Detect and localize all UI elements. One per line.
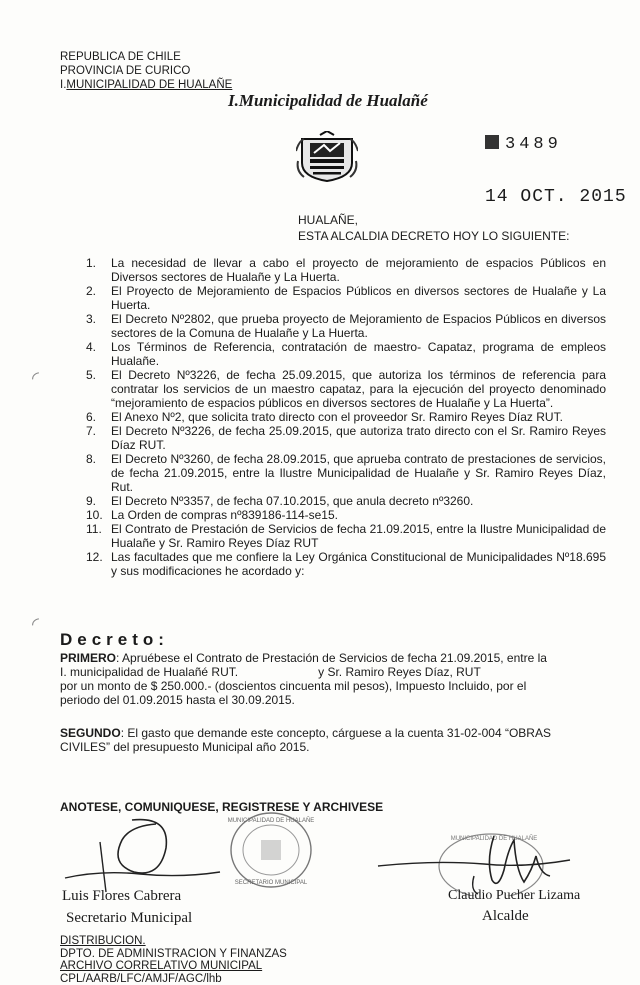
- item-text: El Contrato de Prestación de Servicios de fecha 21.09.2015, entre la Ilustre Municipalidad de Hualañe y Sr. Ramiro Reyes Díaz RUT: [111, 522, 606, 550]
- decree-number: 3489: [485, 135, 562, 154]
- consideration-item: [86, 340, 606, 368]
- consideration-item: [86, 494, 606, 508]
- consideration-item: [86, 452, 606, 494]
- item-text: La Orden de compras nº839186-114-se15.: [111, 508, 338, 522]
- stamp-top-text: MUNICIPALIDAD DE HUALAÑE: [228, 817, 314, 824]
- item-text: El Decreto Nº3226, de fecha 25.09.2015, que autoriza trato directo con el Sr. Ramiro Reyes Díaz RUT.: [111, 424, 606, 452]
- stamp-bottom-text: SECRETARIO MUNICIPAL: [235, 880, 308, 886]
- item-number: 4.: [86, 340, 96, 354]
- distribution-initials: CPL/AARB/LFC/AMJF/AGC/lhb: [60, 973, 287, 985]
- municipal-crest-icon: [296, 131, 358, 183]
- consideration-item: [86, 550, 606, 578]
- item-text: El Proyecto de Mejoramiento de Espacios Públicos en diversos sectores de Hualañe y La Huerta.: [111, 284, 606, 312]
- mayor-role: Alcalde: [482, 908, 529, 925]
- item-number: 9.: [86, 494, 96, 508]
- item-text: El Anexo Nº2, que solicita trato directo con el proveedor Sr. Ramiro Reyes Díaz RUT.: [111, 410, 563, 424]
- consideration-item: [86, 424, 606, 452]
- distribution-line: DPTO. DE ADMINISTRACION Y FINANZAS: [60, 948, 287, 961]
- letterhead-municipality: I.MUNICIPALIDAD DE HUALAÑE: [60, 78, 232, 92]
- secretary-role: Secretario Municipal: [66, 910, 192, 927]
- margin-punch-mark: ◜: [32, 614, 39, 635]
- item-number: 12.: [86, 550, 103, 564]
- secretary-name: Luis Flores Cabrera: [62, 888, 181, 905]
- intro-line: ESTA ALCALDIA DECRETO HOY LO SIGUIENTE:: [298, 228, 569, 244]
- closing-formula: ANOTESE, COMUNIQUESE, REGISTRESE Y ARCHIVESE: [60, 800, 383, 814]
- letterhead-province: PROVINCIA DE CURICO: [60, 64, 232, 78]
- left-signature-icon: [60, 812, 230, 894]
- distribution-block: [60, 935, 287, 985]
- item-text: Los Términos de Referencia, contratación de maestro- Capataz, programa de empleos Hualañe.: [111, 340, 606, 368]
- primero-paragraph: PRIMERO: Apruébese el Contrato de Prestación de Servicios de fecha 21.09.2015, entre la I. municipalidad de Hualañé RUT. y Sr. Ramiro Reyes Díaz, RUT por un monto de $ 250.000.- (doscientos cincuenta mil pesos), Impuesto Incluido, por el periodo del 01.09.2015 hasta el 30.09.2015.: [60, 651, 605, 707]
- item-text: El Decreto Nº2802, que prueba proyecto de Mejoramiento de Espacios Públicos en diversos sectores de la Comuna de Hualañe y La Huerta.: [111, 312, 606, 340]
- consideration-item: [86, 284, 606, 312]
- item-number: 11.: [86, 522, 102, 536]
- item-number: 6.: [86, 410, 96, 424]
- segundo-label: SEGUNDO: [60, 726, 121, 740]
- item-text: Las facultades que me confiere la Ley Orgánica Constitucional de Municipalidades Nº18.695 y sus modificaciones he acordado y:: [111, 550, 606, 578]
- margin-punch-mark: ◜: [32, 368, 39, 389]
- item-number: 3.: [86, 312, 96, 326]
- place-and-intro: [298, 212, 569, 244]
- consideration-item: [86, 410, 606, 424]
- consideration-item: [86, 522, 606, 550]
- primero-label: PRIMERO: [60, 651, 116, 665]
- consideration-item: [86, 256, 606, 284]
- distribution-line: ARCHIVO CORRELATIVO MUNICIPAL: [60, 960, 287, 973]
- consideration-item: [86, 312, 606, 340]
- segundo-paragraph: SEGUNDO: El gasto que demande este concepto, cárguese a la cuenta 31-02-004 “OBRAS CIVILES” del presupuesto Municipal año 2015.: [60, 726, 605, 754]
- item-number: 1.: [86, 256, 96, 270]
- item-number: 8.: [86, 452, 96, 466]
- considerations-list: [86, 256, 606, 578]
- item-text: El Decreto Nº3357, de fecha 07.10.2015, que anula decreto nº3260.: [111, 494, 473, 508]
- date-stamp: 14 OCT. 2015: [485, 187, 627, 207]
- item-text: El Decreto Nº3260, de fecha 28.09.2015, que aprueba contrato de prestaciones de servicios, de fecha 21.09.2015, entre la Ilustre Municipalidad de Hualañe y Sr. Ramiro Reyes Díaz, Rut.: [111, 452, 606, 494]
- mayor-name: Claudio Pucher Lizama: [448, 888, 580, 904]
- stamp-mark: [485, 135, 499, 149]
- letterhead-country: REPUBLICA DE CHILE: [60, 50, 232, 64]
- place: HUALAÑE,: [298, 212, 569, 228]
- item-text: La necesidad de llevar a cabo el proyecto de mejoramiento de espacios Públicos en Diversos sectores de Hualañe y La Huerta.: [111, 256, 606, 284]
- decreto-heading: Decreto:: [60, 630, 169, 650]
- item-number: 2.: [86, 284, 96, 298]
- secretary-stamp: [228, 810, 314, 890]
- consideration-item: [86, 508, 606, 522]
- item-number: 5.: [86, 368, 96, 382]
- letterhead: [60, 50, 232, 92]
- item-number: 10.: [86, 508, 103, 522]
- document-title: I.Municipalidad de Hualañé: [228, 91, 428, 111]
- item-number: 7.: [86, 424, 96, 438]
- distribution-title: DISTRIBUCION.: [60, 935, 287, 948]
- consideration-item: [86, 368, 606, 410]
- item-text: El Decreto Nº3226, de fecha 25.09.2015, que autoriza los términos de referencia para contratar los servicios de un maestro capataz, para la ejecución del proyecto denominado “mejoramiento de espacios públicos en diversos sectores de Hualañe y La Huerta”.: [111, 368, 606, 410]
- stamp-top-text: MUNICIPALIDAD DE HUALAÑE: [451, 835, 538, 842]
